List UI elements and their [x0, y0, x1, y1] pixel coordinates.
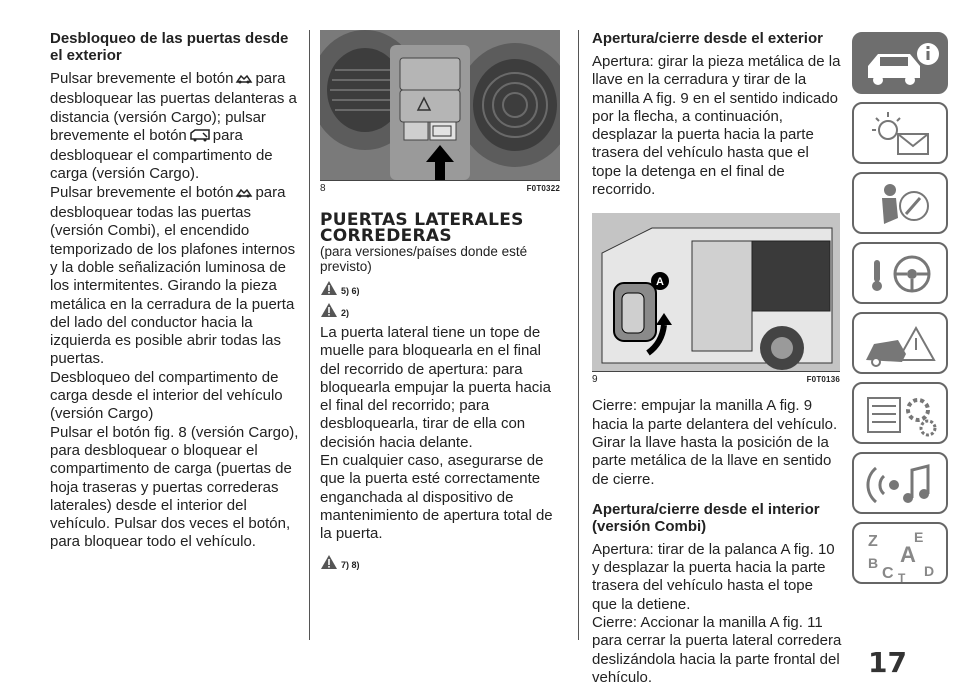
text-span: para desbloquear todas las puertas (versión Combi), el encendido temporizado de los plafones internos y la doble señalización luminosa de los intermitentes. Girando la pieza metálica en la cerradura de la puerta del lado del conductor hacia la izquierda es posible abrir todas las puertas.: [50, 183, 296, 368]
heading-apertura-exterior: Apertura/cierre desde el exterior: [592, 30, 823, 47]
alphabetical-index-icon: [854, 524, 950, 586]
warning-triangle-icon: [320, 554, 338, 570]
chapter-rail: [852, 32, 948, 592]
tab-alphabetical-index[interactable]: [852, 522, 948, 584]
figure-8-image: [320, 30, 560, 180]
index-letter: T: [898, 571, 906, 585]
index-letter: C: [882, 565, 894, 582]
warning-ref-3: [320, 554, 560, 570]
tab-car-info[interactable]: [852, 32, 948, 94]
warning-ref-text: 2): [341, 308, 350, 318]
paragraph-puerta-1: La puerta lateral tiene un tope de muelle para bloquearla en el final del recorrido de apertura: para bloquearla empujar la puerta hacia el final del recorrido; para desbloquearla, tirar de ella con decisión hacia delante.: [320, 324, 551, 451]
multimedia-icon: [854, 454, 950, 516]
column-divider-2: [578, 30, 579, 640]
figure-9: [592, 213, 840, 387]
paragraph-apertura-2: Apertura: tirar de la palanca A fig. 10 y desplazar la puerta hacia la parte trasera del vehículo hasta el tope que la detiene.: [592, 540, 835, 613]
section-title-line-1: PUERTAS LATERALES: [320, 210, 524, 230]
warning-triangle-icon: [320, 302, 338, 318]
figure-code: F0T0322: [526, 184, 560, 193]
index-letter: B: [868, 555, 879, 571]
unlock-all-icon: [235, 186, 253, 204]
figure-8: [320, 30, 560, 196]
figure-number: 8: [320, 183, 326, 194]
tab-warning-lights[interactable]: [852, 102, 948, 164]
section-title: [320, 212, 560, 244]
text-span: Pulsar brevemente el botón: [50, 70, 234, 87]
tab-breakdown[interactable]: [852, 312, 948, 374]
figure-8-caption: [320, 180, 560, 196]
heading-desbloqueo: Desbloqueo de las puertas desde el exterior: [50, 30, 289, 64]
driving-controls-icon: [854, 244, 950, 306]
paragraph-apertura-1: Apertura: girar la pieza metálica de la llave en la cerradura y tirar de la manilla A fig. 9 en el sentido indicado por la flecha, a continuación, desplazar la puerta hacia la parte trasera del vehículo hasta que el tope la detenga en el final de recorrido.: [592, 53, 841, 199]
airbag-seat-icon: [854, 174, 950, 236]
text-span: Pulsar brevemente el botón: [50, 183, 234, 201]
fig9-label-a: A: [656, 276, 664, 289]
paragraph-cierre-2: Cierre: Accionar la manilla A fig. 11 para cerrar la puerta lateral corredera deslizándola hacia la parte frontal del vehículo.: [592, 614, 842, 686]
column-1: [50, 30, 300, 552]
warning-triangle-icon: [320, 280, 338, 296]
paragraph-puerta-2: En cualquier caso, asegurarse de que la puerta esté correctamente enganchada al dispositivo de mantenimiento de apertura total de la puerta.: [320, 452, 553, 543]
paragraph-desbloqueo-2: [50, 184, 300, 369]
tab-airbag-seat[interactable]: [852, 172, 948, 234]
warning-ref-text: 7) 8): [341, 559, 360, 570]
unlock-key-icon: [235, 72, 253, 90]
index-letter: E: [914, 529, 924, 545]
paragraph-cierre-1: Cierre: empujar la manilla A fig. 9 hacia la parte delantera del vehículo. Girar la llave hasta la posición de la parte metálica de la llave en sentido de cierre.: [592, 397, 838, 488]
column-divider-1: [309, 30, 310, 640]
column-3: [592, 30, 842, 687]
heading-apertura-interior: Apertura/cierre desde el interior (versión Combi): [592, 500, 820, 535]
figure-9-caption: [592, 371, 840, 387]
car-info-icon: [854, 34, 950, 96]
figure-code: F0T0136: [806, 375, 840, 385]
index-letter: D: [924, 563, 935, 579]
index-letter: Z: [868, 533, 878, 550]
tab-multimedia[interactable]: [852, 452, 948, 514]
paragraph-desbloqueo-4: Pulsar el botón fig. 8 (versión Cargo), para desbloquear o bloquear el compartimento de carga (puertas de hoja traseras y puertas correderas laterales) desde el interior del vehículo. Pulsar dos veces el botón, para bloquear todo el vehículo.: [50, 423, 299, 551]
tab-driving-controls[interactable]: [852, 242, 948, 304]
cargo-unlock-icon: [189, 128, 211, 147]
text-span: para desbloquear las puertas delanteras a distancia (versión Cargo); pulsar brevemente el botón: [50, 70, 297, 144]
paragraph-desbloqueo-3: Desbloqueo del compartimento de carga desde el interior del vehículo (versión Cargo): [50, 368, 283, 423]
warning-ref-1: [320, 280, 560, 296]
page-number: 17: [868, 646, 907, 679]
breakdown-icon: [854, 314, 950, 376]
text-span: para desbloquear el compartimento de carga (versión Cargo).: [50, 126, 273, 183]
warning-lights-icon: [854, 104, 950, 166]
column-2: [320, 30, 560, 574]
tab-maintenance[interactable]: [852, 382, 948, 444]
figure-number: 9: [592, 374, 598, 386]
index-letter: A: [900, 542, 916, 567]
section-subtitle: (para versiones/países donde esté previsto): [320, 244, 528, 274]
warning-ref-text: 5) 6): [341, 286, 360, 296]
figure-9-image: [592, 213, 840, 371]
warning-ref-2: [320, 302, 560, 318]
maintenance-gears-icon: [854, 384, 950, 446]
section-title-line-2: CORREDERAS: [320, 226, 452, 246]
paragraph-desbloqueo-1: [50, 70, 300, 184]
